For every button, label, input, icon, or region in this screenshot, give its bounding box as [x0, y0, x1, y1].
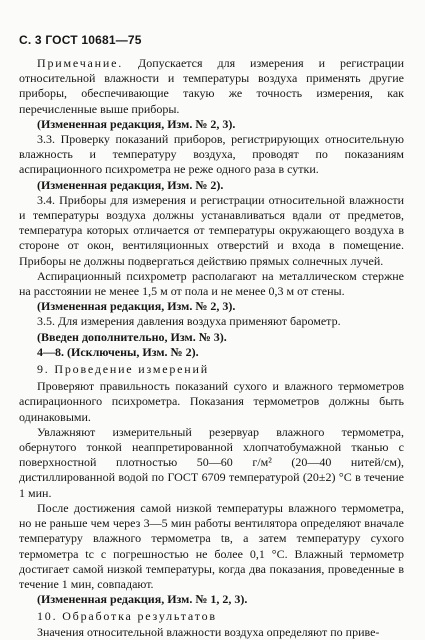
- amendment-note: (Измененная редакция, Изм. № 1, 2, 3).: [37, 592, 248, 607]
- excluded-note: 4—8. (Исключены, Изм. № 2).: [37, 344, 199, 359]
- clause-3-5: 3.5. Для измерения давления воздуха применяют барометр.: [37, 314, 341, 329]
- clause-3-4: 3.4. Приборы для измерения и регистрации относительной влажности и температуры воздуха должны устанавливаться вдали от предметов, температура которых отличается от температуры окружающего воздуха в стороне от окон, вентиляционных отверстий и входа в помещение. Приборы не должны подвергаться действию прямых солнечных лучей.: [19, 192, 404, 268]
- clause-3-4-psychrometer: Аспирационный психрометр располагают на металлическом стержне на расстоянии не менее 1,5 м от пола и не менее 0,3 м от стены.: [19, 268, 404, 299]
- document-body: [19, 56, 404, 640]
- page-header: С. 3 ГОСТ 10681—75: [19, 33, 142, 47]
- note-label: Примечание.: [37, 56, 124, 70]
- amendment-note: (Измененная редакция, Изм. № 2, 3).: [37, 299, 236, 314]
- introduced-note: (Введен дополнительно, Изм. № 3).: [37, 329, 227, 344]
- clause-9-reading: После достижения самой низкой температуры влажного термометра, но не раньше чем через 3—5 мин работы вентилятора определяют вначале температуру влажного термометра tв, а затем температуру сухого термометра tс с погрешностью не более 0,1 °С. Влажный термометр достигает самой низкой температуры, когда два показания, проведенные в течение 1 мин, совпадают.: [19, 500, 404, 591]
- amendment-note: (Измененная редакция, Изм. № 2).: [37, 177, 224, 192]
- note-text: Допускается для измерения и регистрации относительной влажности и температуры воздуха применять другие приборы, обеспечивающие такую же точность измерения, как перечисленные выше приборы.: [19, 56, 405, 116]
- clause-9-wetting: Увлажняют измерительный резервуар влажного термометра, обернутого тонкой неаппретированной хлопчатобумажной тканью с поверхностной плотностью 50—60 г/м² (20—40 нитей/см), дистиллированной водой по ГОСТ 6709 температурой (20±2) °С в течение 1 мин.: [19, 424, 404, 500]
- clause-9-check: Проверяют правильность показаний сухого и влажного термометров аспирационного психрометра. Показания термометров должны быть одинаковыми.: [19, 379, 404, 424]
- amendment-note: (Измененная редакция, Изм. № 2, 3).: [37, 116, 236, 131]
- clause-3-3: 3.3. Проверку показаний приборов, регистрирующих относительную влажность и температуру воздуха, проводят по показаниям аспирационного психрометра не реже одного раза в сутки.: [19, 132, 404, 177]
- section-heading-10: 10. Обработка результатов: [37, 609, 217, 624]
- section-heading-9: 9. Проведение измерений: [37, 362, 209, 377]
- clause-10-start: Значения относительной влажности воздуха определяют по приве-: [37, 624, 380, 639]
- note-paragraph: [19, 56, 404, 117]
